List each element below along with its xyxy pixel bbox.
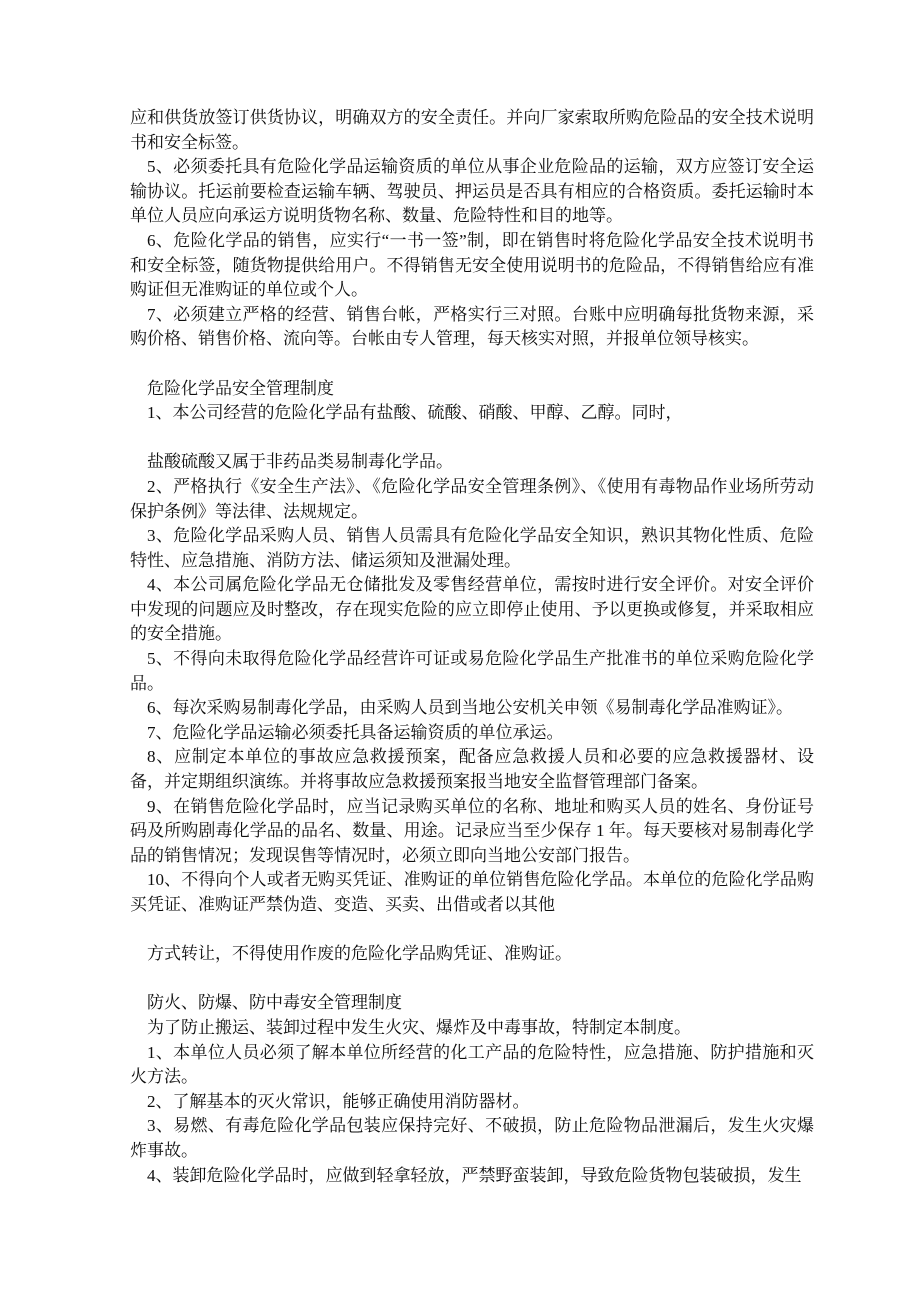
list-item-fire-1: 1、本单位人员必须了解本单位所经营的化工产品的危险特性，应急措施、防护措施和灭火方法。	[130, 1042, 814, 1087]
list-item-supply-6: 6、危险化学品的销售，应实行“一书一签”制，即在销售时将危险化学品安全技术说明书和安全标签，随货物提供给用户。不得销售无安全使用说明书的危险品，不得销售给应有准购证但无准购证的单位或个人。	[130, 230, 814, 300]
blank-line	[130, 967, 814, 992]
list-item-chem-2: 2、严格执行《安全生产法》、《危险化学品安全管理条例》、《使用有毒物品作业场所劳动保护条例》等法律、法规规定。	[130, 476, 814, 521]
list-item-supply-7: 7、必须建立严格的经营、销售台帐，严格实行三对照。台账中应明确每批货物来源，采购价格、销售价格、流向等。台帐由专人管理，每天核实对照，并报单位领导核实。	[130, 304, 814, 349]
list-item-chem-7: 7、危险化学品运输必须委托具备运输资质的单位承运。	[147, 722, 564, 742]
continued-paragraph-certificates: 方式转让，不得使用作废的危险化学品购凭证、准购证。	[147, 944, 572, 964]
list-item-chem-8: 8、应制定本单位的事故应急救援预案，配备应急救援人员和必要的应急救援器材、设备，并定期组织演练。并将事故应急救援预案报当地安全监督管理部门备案。	[130, 747, 814, 792]
list-item-chem-9: 9、在销售危险化学品时，应当记录购买单位的名称、地址和购买人员的姓名、身份证号码及所购剧毒化学品的品名、数量、用途。记录应当至少保存 1 年。每天要核对易制毒化学品的销售情况；发现误售等情况时，必须立即向当地公安部门报告。	[130, 796, 814, 865]
list-item-chem-4: 4、本公司属危险化学品无仓储批发及零售经营单位，需按时进行安全评价。对安全评价中发现的问题应及时整改，存在现实危险的应立即停止使用、予以更换或修复，并采取相应的安全措施。	[130, 575, 814, 644]
blank-line	[130, 426, 814, 451]
blank-line	[130, 918, 814, 943]
document-body	[130, 106, 814, 1188]
list-item-chem-10: 10、不得向个人或者无购买凭证、准购证的单位销售危险化学品。本单位的危险化学品购买凭证、准购证严禁伪造、变造、买卖、出借或者以其他	[130, 870, 814, 914]
blank-line	[130, 352, 814, 377]
section-title-fire-safety: 防火、防爆、防中毒安全管理制度	[147, 993, 402, 1013]
paragraph-precursor-note: 盐酸硫酸又属于非药品类易制毒化学品。	[147, 452, 453, 472]
list-item-chem-3: 3、危险化学品采购人员、销售人员需具有危险化学品安全知识，熟识其物化性质、危险特性、应急措施、消防方法、储运须知及泄漏处理。	[130, 526, 814, 570]
list-item-fire-3: 3、易燃、有毒危险化学品包装应保持完好、不破损，防止危险物品泄漏后，发生火灾爆炸事故。	[130, 1116, 814, 1160]
list-item-chem-1: 1、本公司经营的危险化学品有盐酸、硫酸、硝酸、甲醇、乙醇。同时，	[147, 403, 683, 423]
paragraph-fire-purpose: 为了防止搬运、装卸过程中发生火灾、爆炸及中毒事故，特制定本制度。	[147, 1017, 691, 1037]
list-item-fire-2: 2、了解基本的灭火常识，能够正确使用消防器材。	[147, 1091, 530, 1111]
continued-paragraph: 应和供货放签订供货协议，明确双方的安全责任。并向厂家索取所购危险品的安全技术说明书和安全标签。	[130, 108, 814, 152]
list-item-fire-4: 4、装卸危险化学品时，应做到轻拿轻放，严禁野蛮装卸，导致危险货物包装破损，发生	[147, 1165, 802, 1185]
list-item-chem-6: 6、每次采购易制毒化学品，由采购人员到当地公安机关申领《易制毒化学品准购证》。	[147, 698, 793, 718]
list-item-chem-5: 5、不得向未取得危险化学品经营许可证或易危险化学品生产批准书的单位采购危险化学品。	[130, 649, 814, 693]
section-title-chemical-safety: 危险化学品安全管理制度	[147, 378, 334, 398]
list-item-supply-5: 5、必须委托具有危险化学品运输资质的单位从事企业危险品的运输，双方应签订安全运输协议。托运前要检查运输车辆、驾驶员、押运员是否具有相应的合格资质。委托运输时本单位人员应向承运方说明货物名称、数量、危险特性和目的地等。	[130, 157, 814, 226]
